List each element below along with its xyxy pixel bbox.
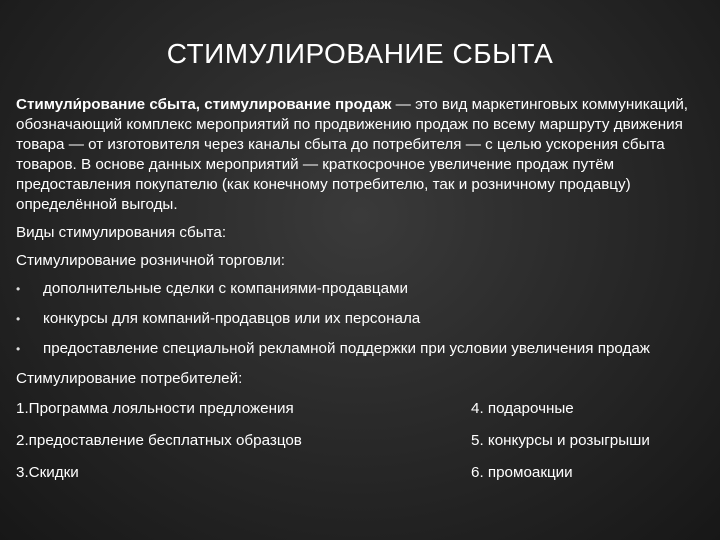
consumer-item: 5. конкурсы и розыгрыши bbox=[471, 432, 650, 449]
list-item bbox=[16, 339, 706, 359]
consumer-item: 4. подарочные bbox=[471, 400, 574, 417]
bullet-icon: • bbox=[16, 342, 21, 356]
list-item-text: конкурсы для компаний-продавцов или их персонала bbox=[43, 310, 421, 327]
consumer-item: 2.предоставление бесплатных образцов bbox=[16, 432, 302, 449]
slide-title: СТИМУЛИРОВАНИЕ СБЫТА bbox=[166, 38, 554, 69]
bullet-icon: • bbox=[16, 312, 21, 326]
list-item bbox=[16, 309, 706, 329]
list-item-text: дополнительные сделки с компаниями-продавцами bbox=[43, 280, 408, 297]
consumer-heading: Стимулирование потребителей: bbox=[16, 370, 243, 387]
retail-list bbox=[16, 279, 706, 359]
list-item-text: предоставление специальной рекламной поддержки при условии увеличения продаж bbox=[43, 340, 650, 357]
consumer-item: 1.Программа лояльности предложения bbox=[16, 400, 294, 417]
intro-paragraph bbox=[16, 95, 706, 215]
consumer-item: 3.Скидки bbox=[16, 464, 79, 481]
list-item bbox=[16, 279, 706, 299]
intro-definition: — это вид маркетинговых коммуникаций, обозначающий комплекс мероприятий по продвижению продаж по всему маршруту движения товара — от изготовителя через каналы сбыта до потребителя — с целью ускорения сбыта товаров. В основе данных мероприятий — краткосрочное увеличение продаж путём предоставления покупателю (как конечному потребителю, так и розничному продавцу) определённой выгоды. bbox=[16, 96, 689, 213]
bullet-icon: • bbox=[16, 282, 21, 296]
consumer-methods-grid bbox=[16, 399, 706, 483]
retail-heading: Стимулирование розничной торговли: bbox=[16, 252, 286, 269]
slide-body bbox=[16, 95, 706, 483]
consumer-item: 6. промоакции bbox=[471, 464, 573, 481]
intro-term: Стимули́рование сбыта, стимулирование продаж bbox=[16, 96, 392, 113]
types-heading: Виды стимулирования сбыта: bbox=[16, 224, 227, 241]
